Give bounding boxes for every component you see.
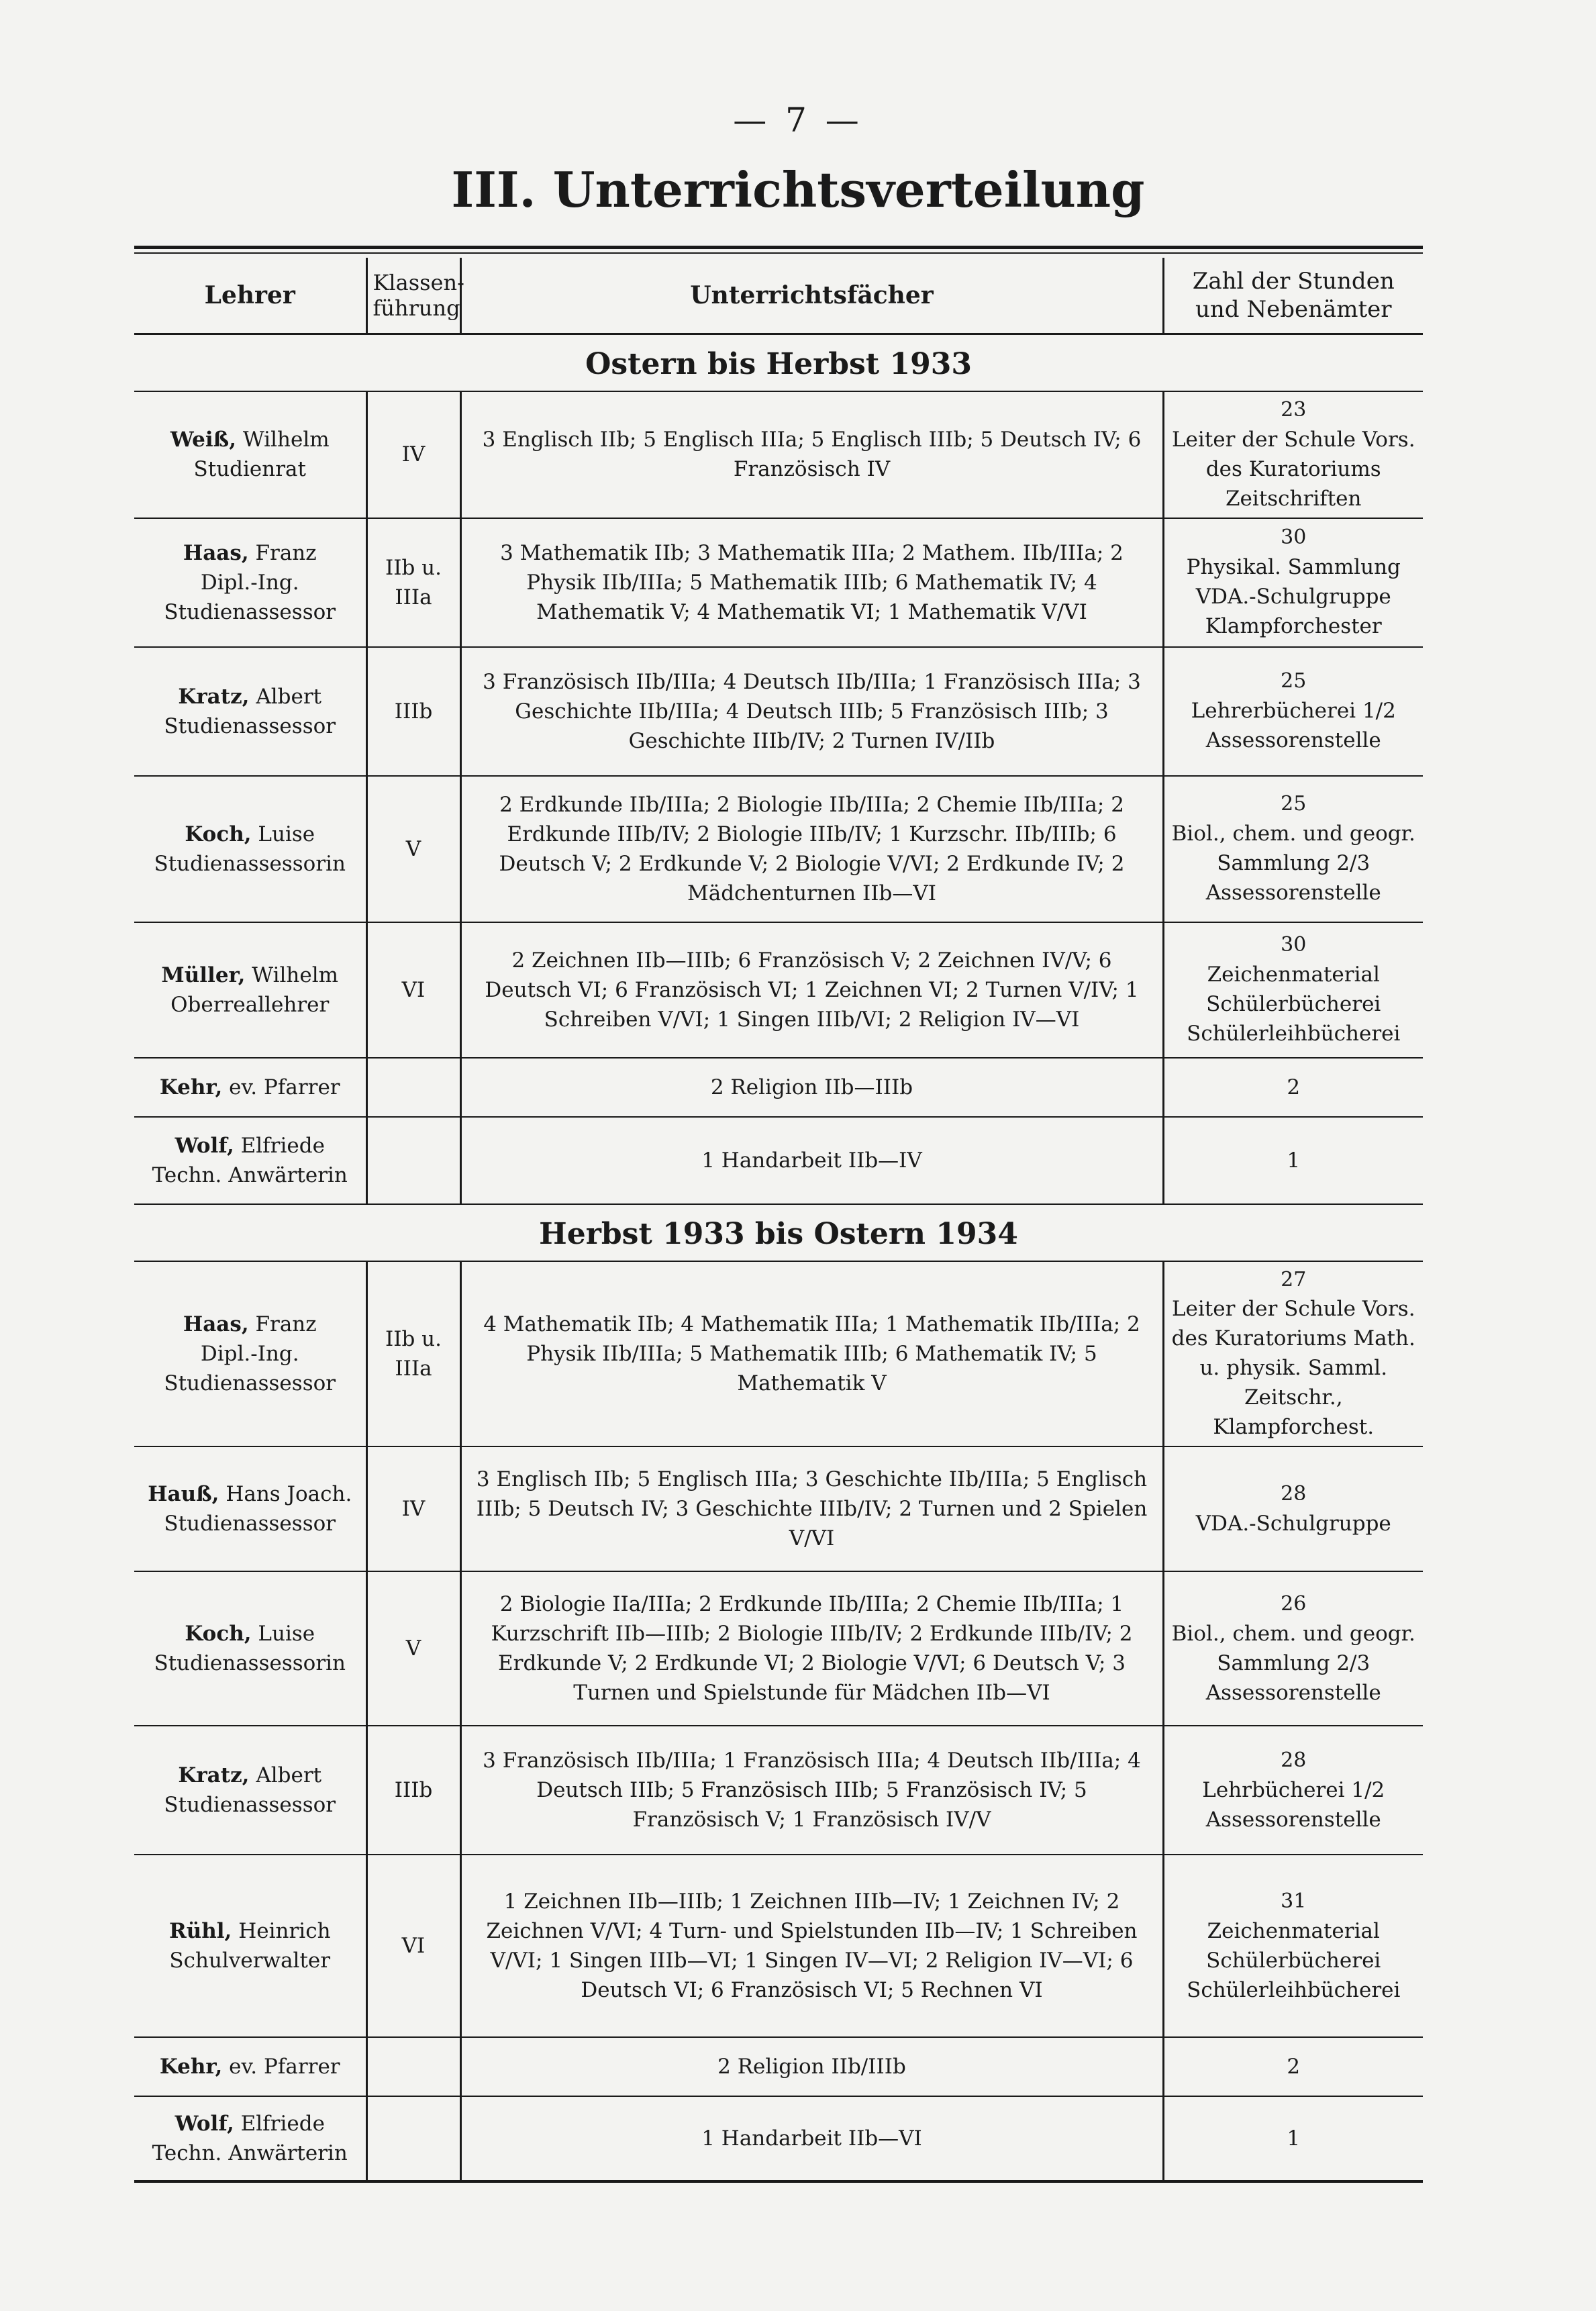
hours-cell — [1163, 1855, 1423, 2037]
teacher-role: Oberreallehrer — [170, 992, 330, 1017]
table-row — [134, 1446, 1423, 1571]
section-title: Ostern bis Herbst 1933 — [134, 334, 1423, 392]
header-teacher: Lehrer — [134, 258, 366, 334]
class-cell — [366, 1117, 460, 1204]
teacher-cell — [134, 1446, 366, 1571]
class-cell — [366, 2037, 460, 2096]
class-cell: IV — [366, 391, 460, 518]
hours-cell — [1163, 1117, 1423, 1204]
teacher-cell — [134, 1117, 366, 1204]
teacher-name: Kratz, — [178, 1763, 250, 1788]
subjects-cell: 1 Zeichnen IIb—IIIb; 1 Zeichnen IIIb—IV; 1 Zeichnen IV; 2 Zeichnen V/VI; 4 Turn- und Spielstunden IIb—IV; 1 Schreiben V/VI; 1 Singen IIIb—VI; 1 Singen IV—VI; 2 Religion IV—VI; 6 Deutsch VI; 6 Französisch VI; 5 Rechnen VI — [460, 1855, 1163, 2037]
subjects-cell: 1 Handarbeit IIb—IV — [460, 1117, 1163, 1204]
table-row — [134, 2037, 1423, 2096]
class-cell: VI — [366, 1855, 460, 2037]
teacher-role: Studienassessor — [164, 1512, 336, 1536]
hours-cell — [1163, 647, 1423, 776]
class-cell — [366, 1058, 460, 1117]
teacher-cell — [134, 2096, 366, 2181]
top-rule — [134, 246, 1423, 249]
teacher-cell — [134, 1058, 366, 1117]
teacher-first: Hans Joach. — [226, 1482, 352, 1507]
subjects-cell: 3 Englisch IIb; 5 Englisch IIIa; 3 Geschichte IIb/IIIa; 5 Englisch IIIb; 5 Deutsch IV; 3 Geschichte IIIb/IV; 2 Turnen und 2 Spielen V/VI — [460, 1446, 1163, 1571]
hours-cell — [1163, 922, 1423, 1058]
header-subjects: Unterrichtsfächer — [460, 258, 1163, 334]
subjects-cell: 2 Religion IIb/IIIb — [460, 2037, 1163, 2096]
teacher-role: Dipl.-Ing. Studienassessor — [164, 1341, 336, 1395]
distribution-table-wrap — [134, 258, 1423, 2183]
class-cell: IIIb — [366, 1726, 460, 1855]
teacher-cell — [134, 776, 366, 922]
subjects-cell: 3 Mathematik IIb; 3 Mathematik IIIa; 2 Mathem. IIb/IIIa; 2 Physik IIb/IIIa; 5 Mathematik IIIb; 6 Mathematik IV; 4 Mathematik V; 4 Mathematik VI; 1 Mathematik V/VI — [460, 518, 1163, 647]
teacher-first: Heinrich — [238, 1919, 331, 1944]
teacher-cell — [134, 391, 366, 518]
class-cell: V — [366, 776, 460, 922]
subjects-cell: 1 Handarbeit IIb—VI — [460, 2096, 1163, 2181]
table-row — [134, 1117, 1423, 1204]
teacher-name: Wolf, — [174, 2112, 234, 2136]
teacher-name: Weiß, — [170, 428, 236, 452]
table-row — [134, 1726, 1423, 1855]
teacher-name: Kehr, — [159, 2055, 223, 2079]
table-row — [134, 1855, 1423, 2037]
hours-count: 1 — [1287, 1148, 1301, 1173]
duties: Lehrbücherei 1/2 Assessorenstelle — [1202, 1777, 1385, 1832]
hours-cell — [1163, 2037, 1423, 2096]
table-row — [134, 776, 1423, 922]
hours-count: 26 — [1281, 1591, 1307, 1616]
subjects-cell: 2 Biologie IIa/IIIa; 2 Erdkunde IIb/IIIa; 2 Chemie IIb/IIIa; 1 Kurzschrift IIb—IIIb; 2 Biologie IIIb/IV; 2 Erdkunde IIIb/IV; 2 Erdkunde V; 2 Erdkunde VI; 2 Biologie V/VI; 6 Deutsch V; 3 Turnen und Spielstunde für Mädchen IIb—VI — [460, 1571, 1163, 1726]
class-cell — [366, 2096, 460, 2181]
teacher-first: Elfriede — [240, 1133, 325, 1158]
duties: Leiter der Schule Vors. des Kuratoriums Math. u. physik. Samml. Zeitschr., Klampforchest. — [1171, 1297, 1415, 1440]
teacher-cell — [134, 1571, 366, 1726]
teacher-name: Haas, — [183, 1312, 249, 1336]
teacher-name: Koch, — [185, 1622, 252, 1646]
duties: Biol., chem. und geogr. Sammlung 2/3 Assessorenstelle — [1171, 1621, 1415, 1705]
teacher-cell — [134, 2037, 366, 2096]
teacher-role: Techn. Anwärterin — [152, 1163, 348, 1187]
teacher-role: Dipl.-Ing. Studienassessor — [164, 570, 336, 624]
hours-cell — [1163, 518, 1423, 647]
hours-count: 2 — [1287, 1075, 1301, 1099]
hours-count: 28 — [1281, 1482, 1307, 1506]
table-row — [134, 391, 1423, 518]
subjects-cell: 3 Französisch IIb/IIIa; 1 Französisch IIIa; 4 Deutsch IIb/IIIa; 4 Deutsch IIIb; 5 Französisch IIIb; 5 Französisch IV; 5 Französisch V; 1 Französisch IV/V — [460, 1726, 1163, 1855]
teacher-name: Koch, — [185, 822, 252, 846]
teacher-first: Franz — [255, 540, 317, 565]
teacher-cell — [134, 1855, 366, 2037]
teacher-role: Schulverwalter — [169, 1949, 331, 1973]
hours-cell — [1163, 1261, 1423, 1447]
duties: Leiter der Schule Vors. des Kuratoriums Zeitschriften — [1171, 427, 1415, 511]
teacher-cell — [134, 1726, 366, 1855]
subjects-cell: 3 Französisch IIb/IIIa; 4 Deutsch IIb/IIIa; 1 Französisch IIIa; 3 Geschichte IIb/IIIa; 4 Deutsch IIIb; 5 Französisch IIIb; 3 Geschichte IIIb/IV; 2 Turnen IV/IIb — [460, 647, 1163, 776]
hours-cell — [1163, 1726, 1423, 1855]
hours-count: 1 — [1287, 2126, 1301, 2151]
teacher-first: Wilhelm — [242, 428, 330, 452]
hours-cell — [1163, 1446, 1423, 1571]
subjects-cell: 2 Erdkunde IIb/IIIa; 2 Biologie IIb/IIIa; 2 Chemie IIb/IIIa; 2 Erdkunde IIIb/IV; 2 Biologie IIIb/IV; 1 Kurzschr. IIb/IIIb; 6 Deutsch V; 2 Erdkunde V; 2 Biologie V/VI; 2 Erdkunde IV; 2 Mädchenturnen IIb—VI — [460, 776, 1163, 922]
teacher-role: Studienassessorin — [154, 1651, 346, 1676]
teacher-name: Haas, — [183, 540, 249, 565]
header-hours: Zahl der Stunden und Nebenämter — [1163, 258, 1423, 334]
hours-count: 30 — [1281, 933, 1307, 957]
teacher-role: Studienassessor — [164, 714, 336, 738]
teacher-role: Studienrat — [193, 457, 306, 482]
hours-cell — [1163, 2096, 1423, 2181]
hours-count: 25 — [1281, 792, 1307, 816]
header-class-lead: Klassen-führung — [366, 258, 460, 334]
teacher-first: Albert — [256, 1763, 322, 1788]
table-row — [134, 1058, 1423, 1117]
teacher-cell — [134, 647, 366, 776]
teacher-cell — [134, 1261, 366, 1447]
teacher-cell — [134, 922, 366, 1058]
teacher-role: Techn. Anwärterin — [152, 2141, 348, 2166]
hours-count: 27 — [1281, 1267, 1307, 1291]
teacher-name: Rühl, — [168, 1919, 232, 1944]
table-row — [134, 647, 1423, 776]
duties: Biol., chem. und geogr. Sammlung 2/3 Assessorenstelle — [1171, 821, 1415, 905]
teacher-name: Kehr, — [159, 1075, 223, 1099]
class-cell: V — [366, 1571, 460, 1726]
table-row — [134, 1261, 1423, 1447]
teacher-first: Luise — [258, 822, 315, 846]
class-cell: VI — [366, 922, 460, 1058]
table-row — [134, 922, 1423, 1058]
hours-count: 23 — [1281, 398, 1307, 422]
teacher-name: Hauß, — [148, 1482, 219, 1507]
table-row — [134, 2096, 1423, 2181]
teacher-role: Studienassessor — [164, 1793, 336, 1818]
subjects-cell: 2 Religion IIb—IIIb — [460, 1058, 1163, 1117]
duties: Lehrerbücherei 1/2 Assessorenstelle — [1191, 698, 1396, 752]
teacher-name: Müller, — [161, 963, 246, 987]
table-row — [134, 1571, 1423, 1726]
duties: Physikal. Sammlung VDA.-Schulgruppe Klampforchester — [1186, 554, 1401, 638]
teacher-first: Luise — [258, 1622, 315, 1646]
teacher-cell — [134, 518, 366, 647]
subjects-cell: 2 Zeichnen IIb—IIIb; 6 Französisch V; 2 Zeichnen IV/V; 6 Deutsch VI; 6 Französisch VI; 1 Zeichnen VI; 2 Turnen V/IV; 1 Schreiben V/VI; 1 Singen IIIb/VI; 2 Religion IV—VI — [460, 922, 1163, 1058]
hours-count: 31 — [1281, 1889, 1307, 1913]
hours-cell — [1163, 776, 1423, 922]
teacher-role: Studienassessorin — [154, 851, 346, 876]
distribution-table — [134, 258, 1423, 2183]
hours-cell — [1163, 1571, 1423, 1726]
teacher-name: Kratz, — [178, 684, 250, 709]
class-cell: IV — [366, 1446, 460, 1571]
class-cell: IIIb — [366, 647, 460, 776]
duties: VDA.-Schulgruppe — [1195, 1511, 1391, 1536]
teacher-first: ev. Pfarrer — [229, 1075, 340, 1099]
teacher-first: Elfriede — [240, 2112, 325, 2136]
hours-count: 28 — [1281, 1749, 1307, 1772]
teacher-first: ev. Pfarrer — [229, 2055, 340, 2079]
page-number: — 7 — — [733, 101, 863, 140]
teacher-first: Albert — [256, 684, 322, 709]
duties: Zeichenmaterial Schülerbücherei Schülerleihbücherei — [1187, 962, 1401, 1046]
hours-count: 2 — [1287, 2055, 1301, 2079]
duties: Zeichenmaterial Schülerbücherei Schülerleihbücherei — [1187, 1918, 1401, 2002]
table-row — [134, 518, 1423, 647]
hours-cell — [1163, 391, 1423, 518]
top-rule-thin — [134, 252, 1423, 254]
teacher-first: Franz — [255, 1312, 317, 1336]
subjects-cell: 3 Englisch IIb; 5 Englisch IIIa; 5 Englisch IIIb; 5 Deutsch IV; 6 Französisch IV — [460, 391, 1163, 518]
hours-cell — [1163, 1058, 1423, 1117]
class-cell: IIb u. IIIa — [366, 518, 460, 647]
subjects-cell: 4 Mathematik IIb; 4 Mathematik IIIa; 1 Mathematik IIb/IIIa; 2 Physik IIb/IIIa; 5 Mathematik IIIb; 6 Mathematik IV; 5 Mathematik V — [460, 1261, 1163, 1447]
section-title: Herbst 1933 bis Ostern 1934 — [134, 1204, 1423, 1261]
page-title: III. Unterrichtsverteilung — [451, 161, 1145, 218]
teacher-name: Wolf, — [174, 1133, 234, 1158]
hours-count: 30 — [1281, 526, 1307, 550]
hours-count: 25 — [1281, 669, 1307, 693]
teacher-first: Wilhelm — [252, 963, 339, 987]
class-cell: IIb u. IIIa — [366, 1261, 460, 1447]
